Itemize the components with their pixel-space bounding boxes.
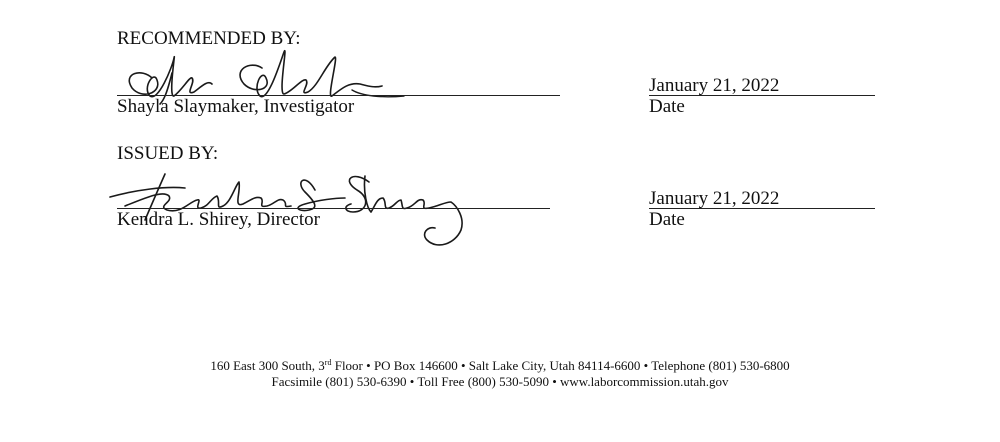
recommended-date-label: Date — [649, 96, 685, 117]
investigator-name: Shayla Slaymaker, Investigator — [117, 96, 355, 117]
issued-by-heading: ISSUED BY: — [117, 143, 219, 164]
footer-contact: Facsimile (801) 530-6390 • Toll Free (800) 530-5090 • www.laborcommission.utah.gov — [271, 374, 729, 389]
footer-address-part2: Floor • PO Box 146600 • Salt Lake City, Utah 84114-6600 • Telephone (801) 530-6800 — [331, 358, 790, 373]
director-signature — [105, 162, 475, 252]
footer-address-part1: 160 East 300 South, 3 — [210, 358, 325, 373]
issued-date: January 21, 2022 — [649, 188, 780, 209]
issued-date-label: Date — [649, 209, 685, 230]
footer-ordinal-suffix: rd — [324, 358, 332, 367]
footer-address — [0, 358, 1000, 374]
recommended-by-heading: RECOMMENDED BY: — [117, 28, 301, 49]
director-name: Kendra L. Shirey, Director — [117, 209, 320, 230]
recommended-date: January 21, 2022 — [649, 75, 780, 96]
